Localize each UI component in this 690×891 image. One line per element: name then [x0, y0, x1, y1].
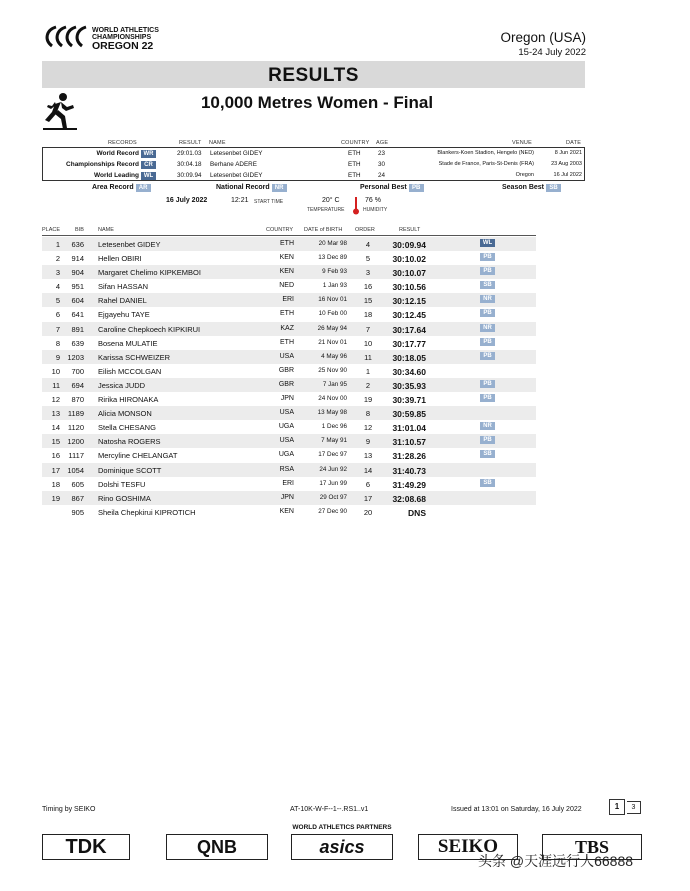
- country-cell: USA: [279, 409, 294, 417]
- records-header-age: AGE: [376, 140, 389, 146]
- country-cell: UGA: [278, 451, 294, 459]
- place-cell: 9: [55, 352, 60, 362]
- place-cell: 4: [55, 282, 60, 292]
- legend-season-best: [502, 184, 561, 192]
- date-of-birth-cell: 13 Dec 89: [318, 254, 347, 262]
- temperature-label: TEMPERATURE: [307, 207, 345, 213]
- athlete-name-cell: Rino GOSHIMA: [98, 493, 151, 503]
- order-cell: 10: [363, 338, 373, 348]
- legend-label: Area Record: [92, 184, 134, 191]
- result-cell: 30:09.94: [392, 240, 426, 250]
- order-cell: 11: [364, 352, 372, 362]
- result-cell: 30:34.60: [392, 366, 426, 377]
- result-cell: 30:18.05: [392, 352, 426, 363]
- championship-dates: 15-24 July 2022: [518, 47, 586, 58]
- record-code-badge: WR: [141, 150, 156, 158]
- date-of-birth-cell: 1 Jan 93: [322, 282, 347, 290]
- country-cell: RSA: [279, 465, 294, 473]
- sponsor-name: TDK: [65, 836, 107, 858]
- result-cell: 30:10.07: [392, 268, 426, 279]
- country-cell: GBR: [278, 366, 294, 374]
- order-cell: 5: [365, 254, 371, 264]
- legend-area-record: [92, 184, 151, 192]
- place-cell: 1: [55, 240, 60, 249]
- order-cell: 17: [363, 493, 373, 503]
- result-row: [42, 293, 536, 307]
- athlete-name-cell: Sifan HASSAN: [98, 282, 149, 292]
- logo-line-2: CHAMPIONSHIPS: [92, 34, 152, 41]
- sponsor-qnb-logo: [166, 834, 268, 860]
- logo-line-3: OREGON 22: [92, 40, 154, 52]
- record-badge: NR: [480, 422, 495, 430]
- result-cell: 31:28.26: [392, 451, 426, 462]
- legend-label: Season Best: [502, 184, 545, 191]
- order-cell: 20: [363, 507, 373, 517]
- bib-cell: 1054: [67, 465, 84, 475]
- result-row: [42, 463, 536, 477]
- partners-label: WORLD ATHLETICS PARTNERS: [292, 824, 392, 831]
- bib-cell: 870: [71, 395, 84, 405]
- sponsor-name: TBS: [574, 837, 610, 857]
- bib-cell: 951: [71, 282, 84, 292]
- document-code: AT-10K-W-F--1--.RS1..v1: [290, 806, 369, 813]
- date-of-birth-cell: 25 Nov 90: [318, 366, 347, 374]
- sponsor-name: asics: [319, 837, 365, 857]
- temperature-value: 20° C: [322, 197, 340, 204]
- header-name: NAME: [98, 227, 114, 233]
- result-row: [42, 364, 536, 378]
- date-of-birth-cell: 27 Dec 90: [318, 507, 347, 515]
- order-cell: 4: [365, 240, 371, 249]
- header-place: PLACE: [42, 227, 61, 233]
- humidity-label: HUMIDITY: [363, 207, 388, 213]
- bib-cell: 867: [71, 493, 84, 503]
- record-badge: NR: [480, 324, 495, 332]
- athlete-name-cell: Letesenbet GIDEY: [98, 240, 161, 249]
- place-cell: 14: [51, 423, 60, 433]
- result-row: [42, 307, 536, 321]
- date-of-birth-cell: 29 Oct 97: [319, 493, 347, 501]
- date-of-birth-cell: 13 May 98: [317, 409, 347, 417]
- country-cell: USA: [279, 352, 294, 360]
- record-badge: PB: [480, 267, 495, 275]
- record-label: Championships Record: [66, 161, 139, 168]
- place-cell: 11: [52, 380, 60, 390]
- country-cell: JPN: [280, 395, 294, 403]
- athlete-name-cell: Dolshi TESFU: [98, 479, 146, 489]
- header-country: COUNTRY: [266, 227, 294, 233]
- athlete-name-cell: Jessica JUDD: [98, 380, 146, 390]
- place-cell: 2: [55, 254, 60, 264]
- place-cell: 10: [51, 366, 60, 376]
- result-cell: 30:17.64: [392, 324, 426, 335]
- result-row: [42, 322, 536, 336]
- country-cell: GBR: [278, 380, 294, 388]
- record-badge: SB: [480, 450, 495, 458]
- result-row: [42, 251, 536, 265]
- record-name: Letesenbet GIDEY: [210, 172, 263, 179]
- records-header-venue: VENUE: [512, 140, 532, 146]
- result-cell: 30:10.56: [392, 282, 426, 293]
- record-venue: Blankers-Koen Stadion, Hengelo (NED): [437, 150, 534, 156]
- results-heading: RESULTS: [42, 61, 585, 88]
- result-cell: 31:10.57: [392, 437, 426, 448]
- result-row: [42, 265, 536, 279]
- result-cell: 30:12.45: [392, 310, 426, 321]
- order-cell: 3: [365, 268, 371, 278]
- source-watermark: 头条 @天涯远行人66888: [478, 853, 634, 869]
- record-age: 23: [378, 150, 386, 157]
- record-result: 30:04.18: [177, 161, 202, 168]
- order-cell: 7: [365, 324, 371, 334]
- order-cell: 15: [363, 296, 373, 306]
- record-badge: PB: [480, 253, 495, 261]
- order-cell: 9: [365, 437, 371, 447]
- record-venue: Oregon: [515, 172, 534, 178]
- result-row: [42, 336, 536, 350]
- date-of-birth-cell: 26 May 94: [317, 324, 347, 332]
- country-cell: ERI: [282, 296, 294, 304]
- sponsor-tdk-logo: [42, 834, 130, 860]
- place-cell: 8: [55, 338, 60, 348]
- sponsor-asics-logo: [291, 834, 393, 860]
- start-time-label: START TIME: [254, 199, 284, 205]
- bib-cell: 636: [71, 240, 84, 249]
- result-row: [42, 406, 536, 420]
- record-result: 29:01.03: [177, 150, 202, 157]
- race-start-time: 12:21: [231, 197, 249, 204]
- athlete-name-cell: Mercyline CHELANGAT: [98, 451, 178, 461]
- place-cell: 7: [55, 324, 60, 334]
- records-header-result: RESULT: [179, 140, 202, 146]
- athlete-name-cell: Alicia MONSON: [98, 409, 152, 419]
- country-cell: UGA: [278, 423, 294, 431]
- header-bib: BIB: [75, 227, 84, 233]
- order-cell: 8: [365, 409, 371, 419]
- current-page: 1: [609, 799, 625, 815]
- country-cell: USA: [279, 437, 294, 445]
- bib-cell: 1200: [67, 437, 84, 447]
- logo-line-1: WORLD ATHLETICS: [92, 27, 159, 34]
- record-label: World Leading: [93, 172, 139, 179]
- record-code-badge: WL: [141, 172, 156, 180]
- record-age: 30: [378, 161, 386, 168]
- result-cell: 31:49.29: [392, 479, 426, 490]
- date-of-birth-cell: 7 May 91: [321, 437, 347, 445]
- records-header-name: NAME: [209, 140, 226, 146]
- humidity-value: 76 %: [365, 197, 381, 204]
- result-cell: 30:12.15: [392, 296, 426, 307]
- athlete-name-cell: Ririka HIRONAKA: [98, 395, 159, 405]
- record-country: ETH: [348, 172, 361, 179]
- sponsor-name: QNB: [197, 837, 237, 857]
- country-cell: ETH: [280, 310, 294, 318]
- bib-cell: 694: [71, 380, 84, 390]
- country-cell: ETH: [280, 240, 294, 247]
- result-row: [42, 505, 536, 519]
- bib-cell: 891: [71, 324, 84, 334]
- result-cell: 30:10.02: [392, 254, 426, 265]
- athlete-name-cell: Bosena MULATIE: [98, 338, 158, 348]
- legend-label: National Record: [216, 184, 270, 191]
- place-cell: 5: [55, 296, 60, 306]
- athlete-name-cell: Ejgayehu TAYE: [98, 310, 150, 320]
- result-cell: 32:08.68: [392, 493, 426, 504]
- country-cell: JPN: [280, 493, 294, 501]
- country-cell: ETH: [280, 338, 294, 346]
- athlete-name-cell: Hellen OBIRI: [98, 254, 142, 264]
- order-cell: 1: [365, 366, 371, 376]
- legend-national-record: [216, 184, 287, 192]
- championships-logo-text: [92, 27, 159, 52]
- result-cell: 30:59.85: [392, 409, 426, 420]
- record-row-world: [43, 149, 586, 159]
- record-country: ETH: [348, 150, 361, 157]
- record-result: 30:09.94: [177, 172, 202, 179]
- bib-cell: 905: [71, 507, 84, 517]
- result-cell: 30:39.71: [392, 395, 426, 406]
- record-row-championships: [43, 160, 586, 170]
- record-name: Berhane ADERE: [210, 161, 257, 168]
- athlete-name-cell: Margaret Chelimo KIPKEMBOI: [98, 268, 201, 278]
- place-cell: 6: [55, 310, 60, 320]
- records-header-country: COUNTRY: [341, 140, 370, 146]
- legend-label: Personal Best: [360, 184, 407, 191]
- place-cell: 19: [51, 493, 60, 503]
- result-cell: DNS: [408, 507, 426, 518]
- record-row-world-leading: [43, 171, 586, 181]
- record-badge: PB: [480, 380, 495, 388]
- event-title: 10,000 Metres Women - Final: [200, 93, 434, 112]
- date-of-birth-cell: 17 Dec 97: [318, 451, 347, 459]
- result-row: [42, 420, 536, 434]
- record-venue: Stade de France, Paris-St-Denis (FRA): [438, 161, 534, 167]
- record-date: 16 Jul 2022: [553, 172, 582, 178]
- result-row: [42, 448, 536, 462]
- country-cell: NED: [279, 282, 294, 290]
- issued-timestamp: Issued at 13:01 on Saturday, 16 July 2022: [451, 806, 582, 813]
- record-country: ETH: [348, 161, 361, 168]
- records-header-records: RECORDS: [108, 140, 137, 146]
- bib-cell: 904: [71, 268, 84, 278]
- result-row: [42, 477, 536, 491]
- timing-credit: Timing by SEIKO: [42, 806, 96, 813]
- place-cell: 15: [51, 437, 60, 447]
- date-of-birth-cell: 16 Nov 01: [318, 296, 347, 304]
- bib-cell: 700: [71, 366, 84, 376]
- record-badge: PB: [480, 436, 495, 444]
- record-badge: WL: [480, 239, 495, 247]
- sponsor-name: SEIKO: [437, 836, 499, 857]
- country-cell: KEN: [279, 268, 294, 276]
- athlete-name-cell: Karissa SCHWEIZER: [98, 352, 171, 362]
- header-order: ORDER: [355, 227, 375, 233]
- result-row: [42, 350, 536, 364]
- place-cell: 18: [51, 479, 60, 489]
- record-name: Letesenbet GIDEY: [210, 150, 263, 157]
- result-row: [42, 491, 536, 505]
- record-code-badge: CR: [141, 161, 156, 169]
- date-of-birth-cell: 9 Feb 93: [322, 268, 347, 276]
- date-of-birth-cell: 17 Jun 99: [319, 479, 347, 487]
- result-row: [42, 434, 536, 448]
- athlete-name-cell: Rahel DANIEL: [98, 296, 147, 306]
- date-of-birth-cell: 20 Mar 98: [318, 240, 347, 247]
- athlete-name-cell: Natosha ROGERS: [98, 437, 161, 447]
- result-cell: 31:01.04: [392, 423, 426, 434]
- place-cell: 17: [51, 465, 60, 475]
- bib-cell: 914: [71, 254, 84, 264]
- order-cell: 13: [363, 451, 373, 461]
- date-of-birth-cell: 24 Jun 92: [319, 465, 347, 473]
- thermometer-icon: [352, 197, 360, 215]
- bib-cell: 1117: [68, 451, 84, 461]
- legend-badge: NR: [272, 184, 287, 192]
- date-of-birth-cell: 4 May 96: [321, 352, 347, 360]
- record-badge: SB: [480, 281, 495, 289]
- bib-cell: 639: [71, 338, 84, 348]
- date-of-birth-cell: 1 Dec 96: [321, 423, 347, 431]
- result-cell: 31:40.73: [392, 465, 426, 476]
- order-cell: 14: [363, 465, 373, 475]
- record-badge: PB: [480, 309, 495, 317]
- legend-personal-best: [360, 184, 424, 192]
- bib-cell: 605: [71, 479, 84, 489]
- header-result: RESULT: [399, 227, 421, 233]
- order-cell: 12: [363, 423, 373, 433]
- header-divider: [42, 235, 536, 236]
- result-cell: 30:35.93: [392, 380, 426, 391]
- athlete-name-cell: Caroline Chepkoech KIPKIRUI: [98, 324, 201, 334]
- record-badge: SB: [480, 479, 495, 487]
- place-cell: 16: [51, 451, 60, 461]
- bib-cell: 1120: [67, 423, 84, 433]
- order-cell: 18: [363, 310, 373, 320]
- order-cell: 19: [363, 395, 373, 405]
- header-dob: DATE of BIRTH: [304, 227, 343, 233]
- record-badge: PB: [480, 394, 495, 402]
- order-cell: 2: [365, 380, 371, 390]
- bib-cell: 604: [71, 296, 84, 306]
- order-cell: 6: [365, 479, 371, 489]
- legend-badge: AR: [136, 184, 151, 192]
- country-cell: KEN: [279, 254, 294, 262]
- date-of-birth-cell: 7 Jan 95: [322, 380, 347, 388]
- legend-badge: SB: [546, 184, 561, 192]
- record-badge: PB: [480, 352, 495, 360]
- records-header-date: DATE: [566, 140, 582, 146]
- athlete-name-cell: Stella CHESANG: [98, 423, 156, 433]
- place-cell: 3: [55, 268, 60, 278]
- total-pages: 3: [627, 801, 641, 814]
- result-row: [42, 378, 536, 392]
- country-cell: KEN: [279, 507, 294, 515]
- date-of-birth-cell: 24 Nov 00: [318, 395, 347, 403]
- order-cell: 16: [363, 282, 373, 292]
- athlete-name-cell: Dominique SCOTT: [98, 465, 162, 475]
- legend-badge: PB: [409, 184, 424, 192]
- record-label: World Record: [96, 150, 139, 157]
- place-cell: 13: [51, 409, 60, 419]
- bib-cell: 1203: [67, 352, 84, 362]
- records-table: [42, 147, 585, 181]
- athlete-name-cell: Sheila Chepkirui KIPROTICH: [98, 507, 196, 517]
- record-date: 23 Aug 2003: [551, 161, 582, 167]
- result-row: [42, 279, 536, 293]
- host-city: Oregon (USA): [500, 30, 586, 45]
- place-cell: 12: [51, 395, 60, 405]
- date-of-birth-cell: 21 Nov 01: [318, 338, 347, 346]
- race-date: 16 July 2022: [166, 197, 208, 204]
- country-cell: ERI: [282, 479, 294, 487]
- athlete-name-cell: Eilish MCCOLGAN: [98, 366, 162, 376]
- record-age: 24: [378, 172, 386, 179]
- result-row: [42, 237, 536, 251]
- bib-cell: 1189: [67, 409, 84, 419]
- record-date: 8 Jun 2021: [554, 150, 582, 156]
- result-cell: 30:17.77: [392, 338, 426, 349]
- result-row: [42, 392, 536, 406]
- bib-cell: 641: [71, 310, 84, 320]
- record-badge: PB: [480, 338, 495, 346]
- record-badge: NR: [480, 295, 495, 303]
- results-table-body: [42, 237, 536, 519]
- country-cell: KAZ: [280, 324, 294, 332]
- world-athletics-logo-icon: [42, 24, 90, 50]
- date-of-birth-cell: 10 Feb 00: [318, 310, 347, 318]
